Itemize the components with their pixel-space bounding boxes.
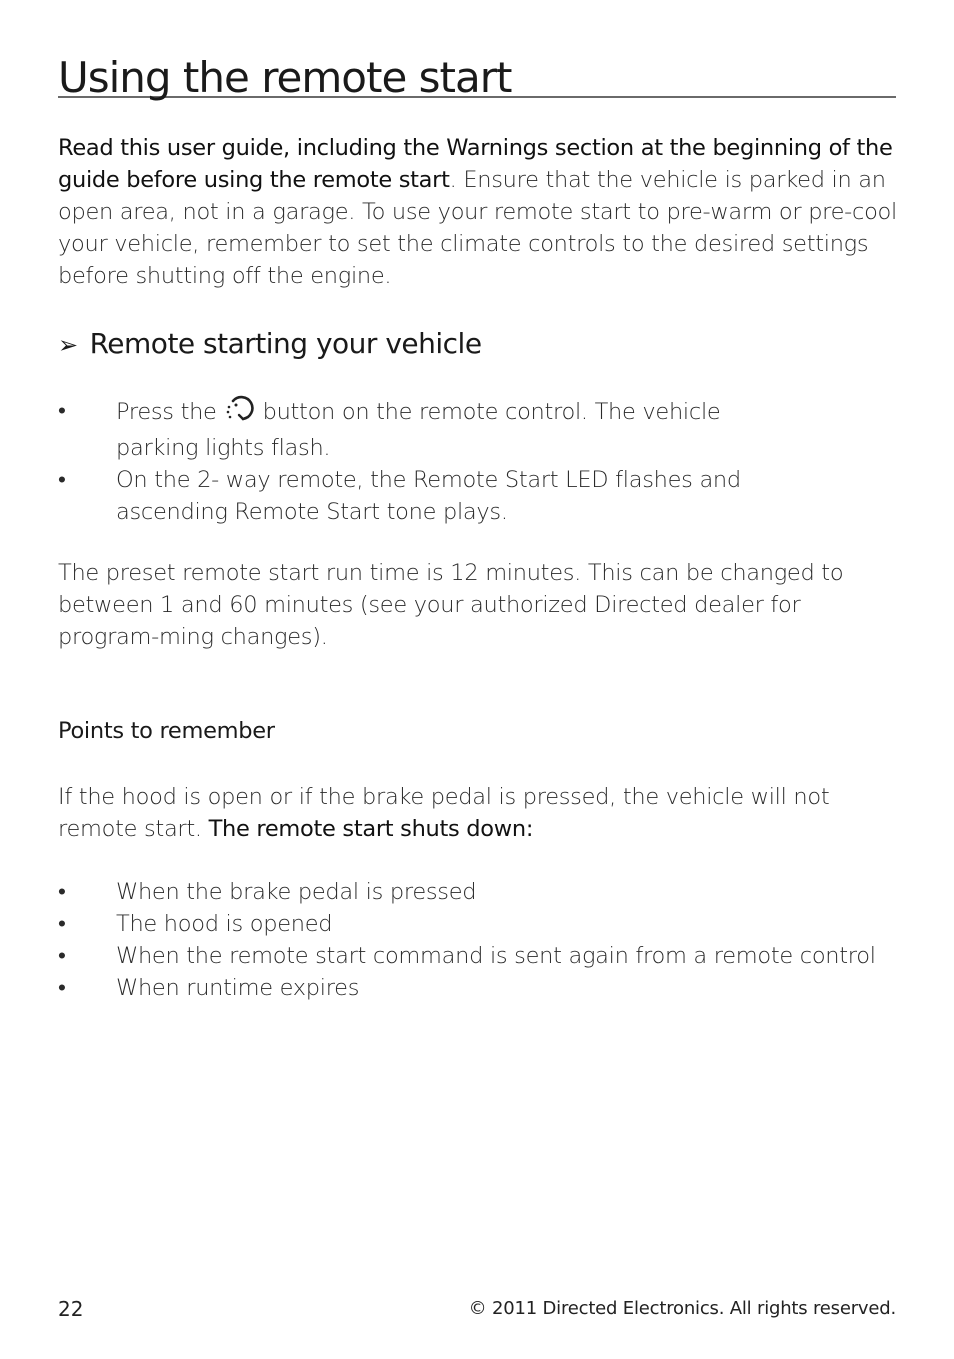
list-item bbox=[58, 464, 898, 528]
intro-paragraph bbox=[58, 132, 898, 292]
bullet: • bbox=[58, 879, 66, 905]
steps-list bbox=[58, 395, 898, 528]
copyright: © 2011 Directed Electronics. All rights reserved. bbox=[468, 1298, 896, 1319]
list-item bbox=[58, 395, 898, 464]
bullet: • bbox=[58, 943, 66, 969]
condition-text: The hood is opened bbox=[116, 911, 333, 937]
arrow-icon: ➢ bbox=[58, 331, 78, 359]
remote-start-icon bbox=[223, 395, 257, 432]
shutdown-list bbox=[58, 876, 898, 1004]
points-paragraph bbox=[58, 781, 898, 845]
intro-bold: Read this user guide, including the Warnings section at the beginning of the guide before using the remote start bbox=[58, 135, 893, 193]
condition-text: When the remote start command is sent again from a remote control bbox=[116, 943, 876, 969]
points-text: If the hood is open or if the brake pedal is pressed, the vehicle will not remote start. bbox=[58, 784, 830, 842]
condition-text: When the brake pedal is pressed bbox=[116, 879, 477, 905]
list-item bbox=[58, 972, 898, 1004]
intro-rest: . Ensure that the vehicle is parked in an open area, not in a garage. To use your remote start to pre-warm or pre-cool your vehicle, remember to set the climate controls to the desired settings before shutting off the engine. bbox=[58, 167, 897, 289]
condition-text: When runtime expires bbox=[116, 975, 360, 1001]
bullet: • bbox=[58, 975, 66, 1001]
section-heading bbox=[58, 324, 482, 365]
points-bold: The remote start shuts down: bbox=[208, 816, 534, 842]
page-title: Using the remote start bbox=[58, 52, 896, 98]
section-heading-text: Remote starting your vehicle bbox=[89, 327, 482, 360]
runtime-note: The preset remote start run time is 12 minutes. This can be changed to between 1 and 60 minutes (see your authorized Directed dealer for program-ming changes). bbox=[58, 560, 844, 650]
page-number: 22 bbox=[58, 1297, 84, 1321]
step-text-after: button on the remote control. The vehicle parking lights flash. bbox=[116, 399, 721, 461]
list-item bbox=[58, 876, 898, 908]
bullet: • bbox=[58, 911, 66, 937]
points-heading: Points to remember bbox=[58, 718, 275, 744]
step-text-before: Press the bbox=[116, 399, 217, 425]
step-text: On the 2- way remote, the Remote Start LED flashes and ascending Remote Start tone plays. bbox=[116, 467, 741, 525]
list-item bbox=[58, 908, 898, 940]
list-item bbox=[58, 940, 898, 972]
bullet: • bbox=[58, 467, 66, 493]
bullet: • bbox=[58, 398, 66, 424]
